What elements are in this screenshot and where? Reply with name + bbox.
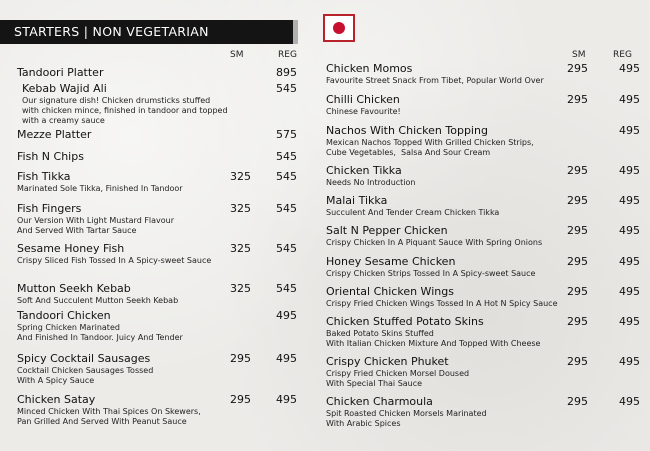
section-title-text: STARTERS | NON VEGETARIAN <box>14 24 209 39</box>
price-reg: 895 <box>276 66 297 79</box>
right-sm-header: SM <box>572 50 586 60</box>
menu-item <box>326 164 415 188</box>
price-reg: 545 <box>276 150 297 163</box>
section-title <box>0 20 298 44</box>
menu-item <box>326 355 469 389</box>
menu-item <box>326 224 542 248</box>
menu-item <box>326 395 487 429</box>
item-description: Needs No Introduction <box>326 178 416 187</box>
item-name: Chicken Charmoula <box>326 395 433 408</box>
price-reg: 495 <box>619 62 640 75</box>
price-sm: 295 <box>230 352 251 365</box>
item-name: Chicken Tikka <box>326 164 402 177</box>
price-sm: 295 <box>567 194 588 207</box>
menu-item <box>17 170 183 194</box>
item-name: Crispy Chicken Phuket <box>326 355 449 368</box>
item-name: Malai Tikka <box>326 194 388 207</box>
menu-item <box>17 128 91 141</box>
item-name: Fish Tikka <box>17 170 71 183</box>
item-name: Spicy Cocktail Sausages <box>17 352 151 365</box>
menu-item <box>17 393 201 427</box>
item-name: Chicken Satay <box>17 393 96 406</box>
price-reg: 495 <box>276 352 297 365</box>
item-description: Our Version With Light Mustard Flavour And Served With Tartar Sauce <box>17 216 175 235</box>
price-sm: 325 <box>230 202 251 215</box>
item-name: Chicken Stuffed Potato Skins <box>326 315 484 328</box>
item-description: Chinese Favourite! <box>326 107 401 116</box>
menu-item <box>17 309 183 343</box>
flag-red-disc <box>333 22 345 34</box>
price-sm: 325 <box>230 242 251 255</box>
price-reg: 495 <box>619 194 640 207</box>
item-name: Tandoori Chicken <box>17 309 111 322</box>
item-name: Sesame Honey Fish <box>17 242 125 255</box>
price-sm: 295 <box>567 355 588 368</box>
item-name: Mezze Platter <box>17 128 92 141</box>
price-sm: 295 <box>567 164 588 177</box>
item-description: Succulent And Tender Cream Chicken Tikka <box>326 208 500 217</box>
menu-item <box>17 202 174 236</box>
price-reg: 495 <box>276 393 297 406</box>
price-reg: 575 <box>276 128 297 141</box>
menu-item <box>17 352 153 386</box>
item-description: Crispy Chicken Strips Tossed In A Spicy-sweet Sauce <box>326 269 536 278</box>
item-description: Soft And Succulent Mutton Seekh Kebab <box>17 296 179 305</box>
item-description: Our signature dish! Chicken drumsticks stuffed with chicken mince, finished in tandoor and topped with a creamy sauce <box>22 96 228 125</box>
item-description: Minced Chicken With Thai Spices On Skewers, Pan Grilled And Served With Peanut Sauce <box>17 407 201 426</box>
price-reg: 545 <box>276 242 297 255</box>
item-description: Cocktail Chicken Sausages Tossed With A Spicy Sauce <box>17 366 154 385</box>
item-description: Marinated Sole Tikka, Finished In Tandoor <box>17 184 183 193</box>
item-name: Tandoori Platter <box>17 66 104 79</box>
price-reg: 495 <box>619 395 640 408</box>
price-reg: 495 <box>619 285 640 298</box>
item-name: Fish N Chips <box>17 150 84 163</box>
price-sm: 325 <box>230 282 251 295</box>
item-name: Salt N Pepper Chicken <box>326 224 448 237</box>
left-sm-header: SM <box>230 50 244 60</box>
price-reg: 495 <box>619 355 640 368</box>
price-reg: 495 <box>619 224 640 237</box>
item-description: Mexican Nachos Topped With Grilled Chicken Strips, Cube Vegetables, Salsa And Sour Cream <box>326 138 534 157</box>
item-description: Spit Roasted Chicken Morsels Marinated With Arabic Spices <box>326 409 487 428</box>
item-name: Honey Sesame Chicken <box>326 255 456 268</box>
price-sm: 295 <box>567 255 588 268</box>
item-description: Baked Potato Skins Stuffed With Italian Chicken Mixture And Topped With Cheese <box>326 329 541 348</box>
menu-item <box>326 315 540 349</box>
price-reg: 495 <box>619 124 640 137</box>
menu-item <box>326 285 558 309</box>
price-reg: 495 <box>619 315 640 328</box>
item-name: Fish Fingers <box>17 202 82 215</box>
right-reg-header: REG <box>613 50 632 60</box>
price-sm: 325 <box>230 170 251 183</box>
price-reg: 545 <box>276 202 297 215</box>
item-description: Favourite Street Snack From Tibet, Popular World Over <box>326 76 544 85</box>
price-sm: 295 <box>567 285 588 298</box>
item-description: Crispy Chicken In A Piquant Sauce With Spring Onions <box>326 238 543 247</box>
price-sm: 295 <box>567 315 588 328</box>
price-sm: 295 <box>230 393 251 406</box>
left-reg-header: REG <box>278 50 297 60</box>
menu-item <box>17 150 84 163</box>
price-reg: 495 <box>619 255 640 268</box>
price-sm: 295 <box>567 395 588 408</box>
menu-item <box>326 124 534 158</box>
japan-flag-icon <box>323 14 355 42</box>
price-reg: 545 <box>276 282 297 295</box>
item-description: Crispy Sliced Fish Tossed In A Spicy-sweet Sauce <box>17 256 212 265</box>
price-sm: 295 <box>567 224 588 237</box>
item-name: Kebab Wajid Ali <box>22 82 107 95</box>
menu-item <box>326 255 535 279</box>
item-description: Crispy Fried Chicken Wings Tossed In A Hot N Spicy Sauce <box>326 299 558 308</box>
price-sm: 295 <box>567 62 588 75</box>
menu-item <box>17 282 178 306</box>
menu-item <box>326 194 499 218</box>
menu-item <box>17 242 211 266</box>
price-sm: 295 <box>567 93 588 106</box>
menu-item <box>326 62 544 86</box>
price-reg: 495 <box>619 164 640 177</box>
menu-item <box>17 66 103 79</box>
item-name: Oriental Chicken Wings <box>326 285 454 298</box>
price-reg: 545 <box>276 82 297 95</box>
price-reg: 495 <box>619 93 640 106</box>
menu-item <box>326 93 401 117</box>
item-name: Nachos With Chicken Topping <box>326 124 488 137</box>
item-name: Mutton Seekh Kebab <box>17 282 131 295</box>
price-reg: 545 <box>276 170 297 183</box>
item-description: Spring Chicken Marinated And Finished In Tandoor. Juicy And Tender <box>17 323 183 342</box>
item-name: Chilli Chicken <box>326 93 400 106</box>
menu-item <box>22 82 228 126</box>
item-name: Chicken Momos <box>326 62 413 75</box>
price-reg: 495 <box>276 309 297 322</box>
item-description: Crispy Fried Chicken Morsel Doused With Special Thai Sauce <box>326 369 470 388</box>
